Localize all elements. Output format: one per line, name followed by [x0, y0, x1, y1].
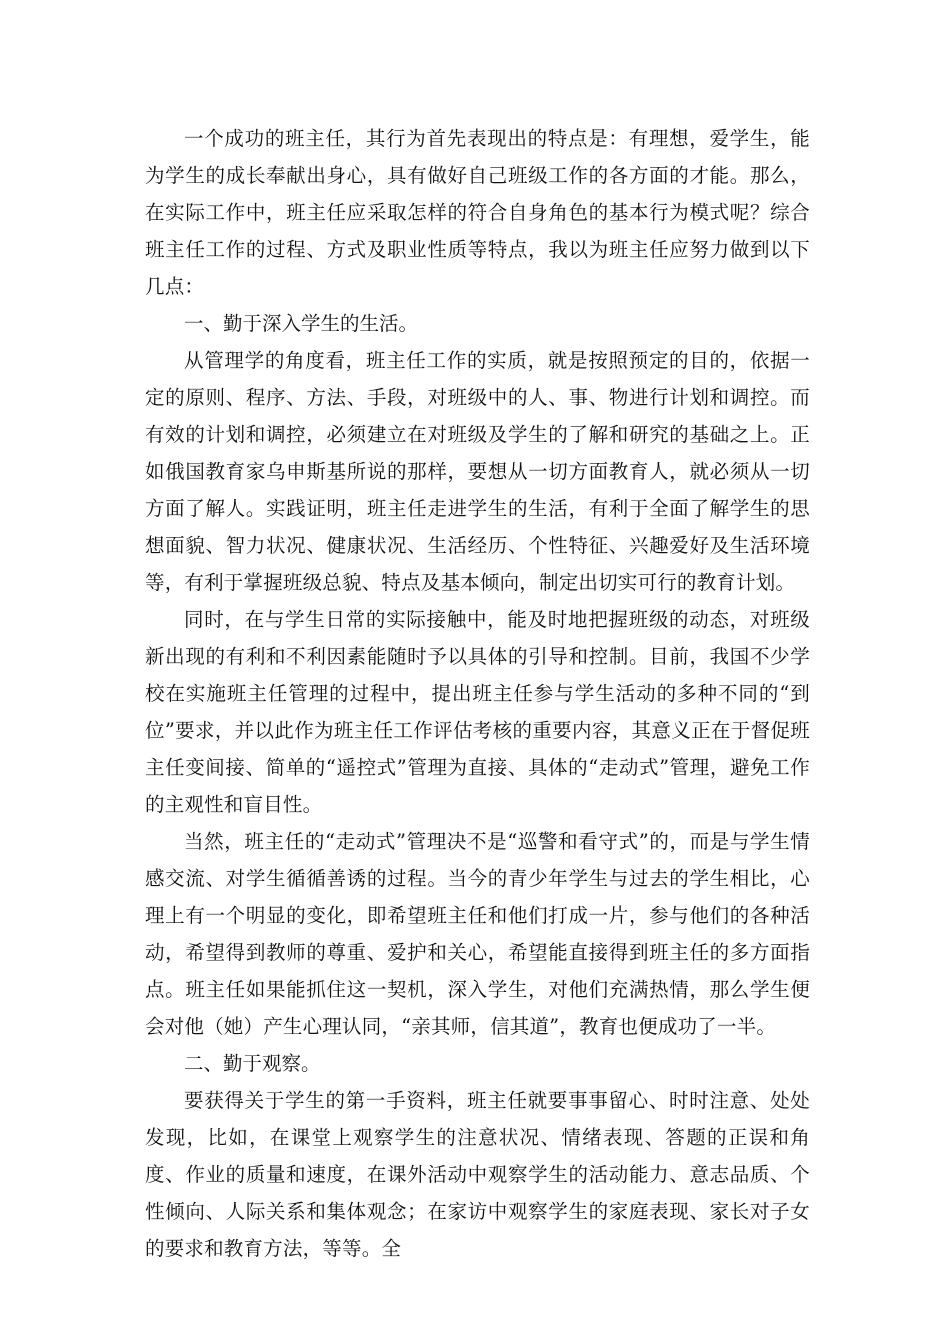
- body-paragraph: 当然，班主任的“走动式”管理决不是“巡警和看守式”的，而是与学生情感交流、对学生循循善诱的过程。当今的青少年学生与过去的学生相比，心理上有一个明显的变化，即希望班主任和他们打成一片，参与他们的各种活动，希望得到教师的尊重、爱护和关心，希望能直接得到班主任的多方面指点。班主任如果能抓住这一契机，深入学生，对他们充满热情，那么学生便会对他（她）产生心理认同，“亲其师，信其道”，教育也便成功了一半。: [145, 830, 810, 1038]
- body-paragraph: 从管理学的角度看，班主任工作的实质，就是按照预定的目的，依据一定的原则、程序、方法、手段，对班级中的人、事、物进行计划和调控。而有效的计划和调控，必须建立在对班级及学生的了解和研究的基础之上。正如俄国教育家乌申斯基所说的那样，要想从一切方面教育人，就必须从一切方面了解人。实践证明，班主任走进学生的生活，有利于全面了解学生的思想面貌、智力状况、健康状况、生活经历、个性特征、兴趣爱好及生活环境等，有利于掌握班级总貌、特点及基本倾向，制定出切实可行的教育计划。: [145, 349, 810, 594]
- body-paragraph: 同时，在与学生日常的实际接触中，能及时地把握班级的动态，对班级新出现的有利和不利因素能随时予以具体的引导和控制。目前，我国不少学校在实施班主任管理的过程中，提出班主任参与学生活动的多种不同的“到位”要求，并以此作为班主任工作评估考核的重要内容，其意义正在于督促班主任变间接、简单的“遥控式”管理为直接、具体的“走动式”管理，避免工作的主观性和盲目性。: [145, 608, 810, 816]
- section-heading-1: 一、勤于深入学生的生活。: [184, 312, 419, 335]
- section-heading-2: 二、勤于观察。: [184, 1052, 321, 1075]
- intro-paragraph: 一个成功的班主任，其行为首先表现出的特点是：有理想，爱学生，能为学生的成长奉献出身心，具有做好自己班级工作的各方面的才能。那么，在实际工作中，班主任应采取怎样的符合自身角色的基本行为模式呢？综合班主任工作的过程、方式及职业性质等特点，我以为班主任应努力做到以下几点：: [145, 127, 810, 298]
- document-page: [145, 120, 810, 1267]
- body-paragraph: 要获得关于学生的第一手资料，班主任就要事事留心、时时注意、处处发现，比如，在课堂上观察学生的注意状况、情绪表现、答题的正误和角度、作业的质量和速度，在课外活动中观察学生的活动能力、意志品质、个性倾向、人际关系和集体观念；在家访中观察学生的家庭表现、家长对子女的要求和教育方法，等等。全: [145, 1089, 810, 1260]
